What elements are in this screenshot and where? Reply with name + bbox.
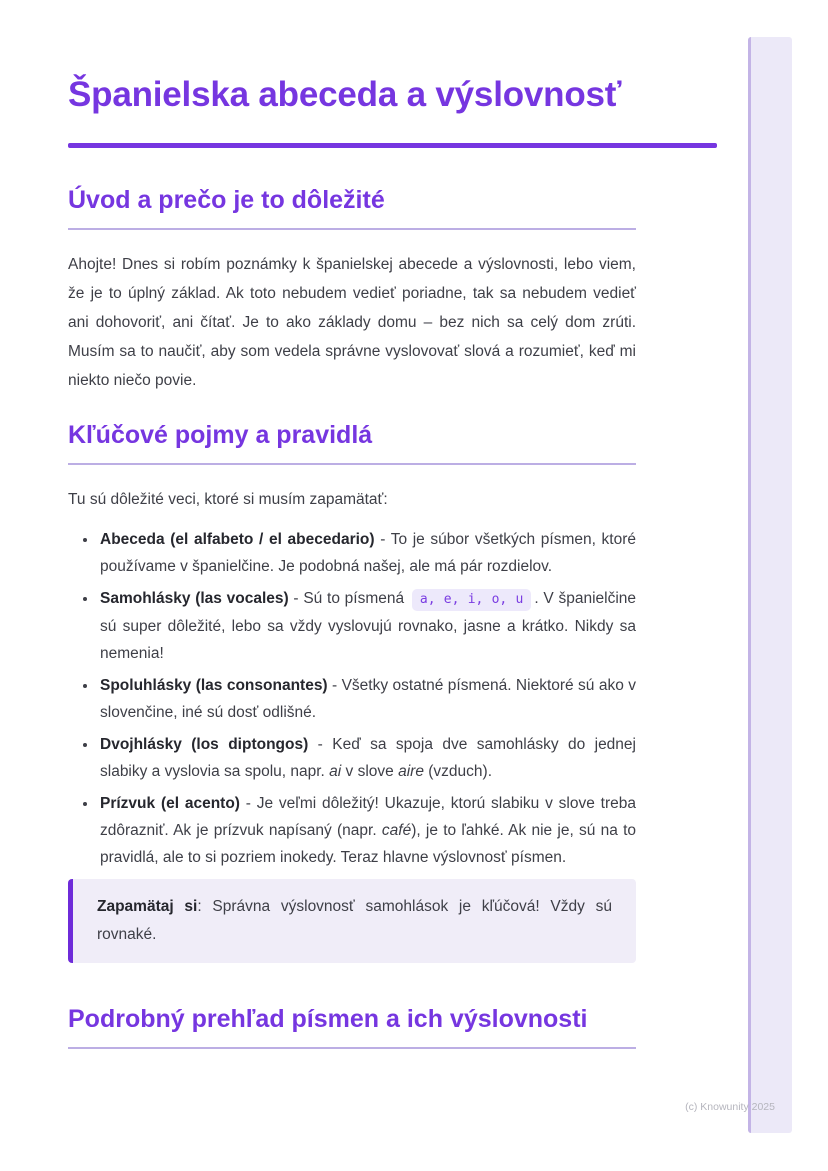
key-concept-text: - To je súbor všetkých písmen, ktoré používame v španielčine. Je podobná našej, ale má pár rozdielov.	[100, 531, 637, 575]
key-concept-text: v slove	[341, 763, 399, 780]
key-concept-text: (vzduch).	[423, 763, 493, 780]
key-concept-item	[98, 585, 636, 667]
key-concept-term: Dvojhlásky (los diptongos)	[100, 736, 309, 753]
title-divider	[68, 143, 717, 148]
callout-note	[68, 879, 636, 963]
italic-term: aire	[398, 763, 424, 780]
key-concept-text: - Keď sa spoja dve samohlásky do jednej slabiky a vyslovia sa spolu, napr.	[100, 736, 636, 780]
italic-term: ai	[329, 763, 342, 780]
key-concept-term: Spoluhlásky (las consonantes)	[100, 677, 328, 694]
letters-section-heading: Podrobný prehľad písmen a ich výslovnosti	[68, 1003, 636, 1049]
key-concept-text: - Sú to písmená	[288, 590, 409, 607]
key-concepts-list	[68, 526, 636, 871]
callout-body: : Správna výslovnosť samohlások je kľúčová! Vždy sú rovnaké.	[97, 898, 612, 943]
key-concept-text: . V španielčine sú super dôležité, lebo sa vždy vyslovujú rovnako, jasne a krátko. Nikdy sa nemenia!	[100, 590, 637, 662]
key-concept-text: ), je to ľahké. Ak nie je, sú na to pravidlá, ale to si pozriem inokedy. Teraz hlavne výslovnosť písmen.	[100, 822, 636, 866]
key-concept-item	[98, 790, 636, 871]
key-concept-item	[98, 672, 636, 726]
key-concept-item	[98, 526, 636, 580]
key-concept-term: Samohlásky (las vocales)	[100, 590, 289, 607]
page-title: Španielska abeceda a výslovnosť	[68, 75, 622, 114]
key-concept-term: Prízvuk (el acento)	[100, 795, 240, 812]
italic-term: café	[381, 822, 412, 839]
next-page-edge-stripe	[748, 37, 792, 1133]
key-concept-text: - Je veľmi dôležitý! Ukazuje, ktorú slabiku v slove treba zdôrazniť. Ak je prízvuk napísaný (napr.	[100, 795, 636, 839]
key-concept-term: Abeceda (el alfabeto / el abecedario)	[100, 531, 375, 548]
key-concept-item	[98, 731, 636, 785]
intro-section-heading: Úvod a prečo je to dôležité	[68, 184, 636, 230]
copyright-watermark: (c) Knowunity 2025	[685, 1101, 775, 1113]
section-key-concepts	[68, 419, 636, 963]
inline-code-chip: a, e, i, o, u	[412, 589, 531, 611]
section-letters-overview	[68, 1003, 636, 1049]
callout-label: Zapamätaj si	[97, 898, 198, 915]
key-concept-text: - Všetky ostatné písmená. Niektoré sú ako v slovenčine, iné sú dosť odlišné.	[100, 677, 636, 721]
document-content	[68, 0, 636, 1049]
section-intro	[68, 184, 636, 395]
callout-text	[97, 893, 612, 949]
key-concepts-heading: Kľúčové pojmy a pravidlá	[68, 419, 636, 465]
key-concepts-intro: Tu sú dôležité veci, ktoré si musím zapamätať:	[68, 491, 388, 508]
intro-paragraph: Ahojte! Dnes si robím poznámky k španielskej abecede a výslovnosti, lebo viem, že je to úplný základ. Ak toto nebudem vedieť poriadne, tak sa nebudem vedieť ani dohovoriť, ani čítať. Je to ako základy domu – bez nich sa celý dom zrúti. Musím sa to naučiť, aby som vedela správne vyslovovať slová a rozumieť, keď mi niekto niečo povie.	[68, 256, 636, 389]
